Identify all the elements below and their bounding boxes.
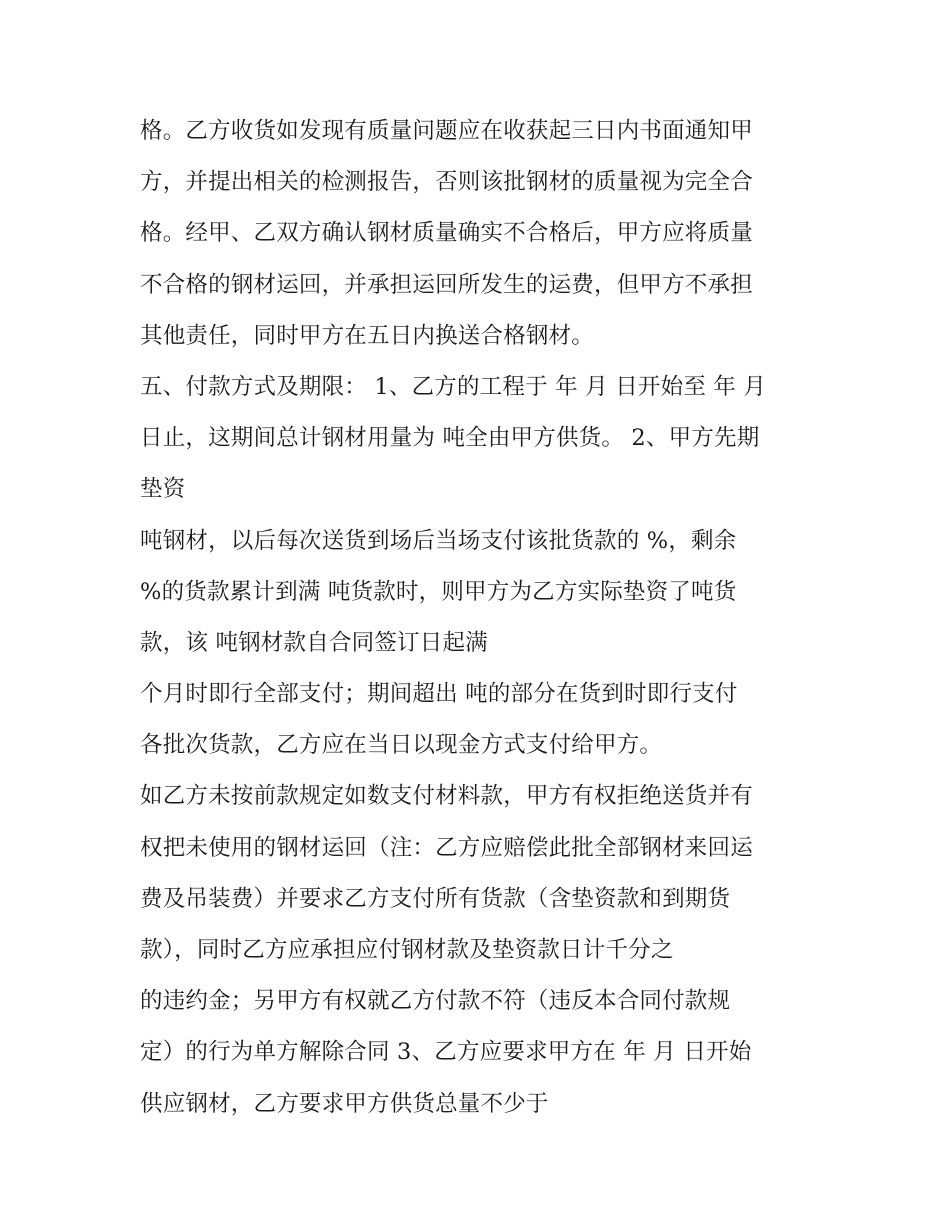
text-line: 各批次货款，乙方应在当日以现金方式支付给甲方。 bbox=[140, 732, 663, 759]
text-line: 供应钢材，乙方要求甲方供货总量不少于 bbox=[140, 1090, 549, 1117]
text-line: 格。经甲、乙双方确认钢材质量确实不合格后，甲方应将质量 bbox=[140, 220, 753, 247]
document-body bbox=[140, 106, 820, 1130]
text-line: 的违约金；另甲方有权就乙方付款不符（违反本合同付款规 bbox=[140, 988, 731, 1015]
text-line: 款，该 吨钢材款自合同签订日起满 bbox=[140, 629, 488, 656]
text-line: 吨钢材，以后每次送货到场后当场支付该批货款的 %，剩余 bbox=[140, 527, 737, 554]
text-line: 垫资 bbox=[140, 476, 186, 503]
text-line: 权把未使用的钢材运回（注：乙方应赔偿此批全部钢材来回运 bbox=[140, 834, 753, 861]
text-line: 其他责任，同时甲方在五日内换送合格钢材。 bbox=[140, 322, 595, 349]
text-line: 方，并提出相关的检测报告，否则该批钢材的质量视为完全合 bbox=[140, 169, 753, 196]
text-line: 五、付款方式及期限： 1、乙方的工程于 年 月 日开始至 年 月 bbox=[140, 373, 767, 400]
text-line: 不合格的钢材运回，并承担运回所发生的运费，但甲方不承担 bbox=[140, 271, 753, 298]
text-line: 定）的行为单方解除合同 3、乙方应要求甲方在 年 月 日开始 bbox=[140, 1039, 752, 1066]
text-line: 日止，这期间总计钢材用量为 吨全由甲方供货。 2、甲方先期 bbox=[140, 425, 760, 452]
text-line: 个月时即行全部支付；期间超出 吨的部分在货到时即行支付 bbox=[140, 681, 738, 708]
text-line: 如乙方未按前款规定如数支付材料款，甲方有权拒绝送货并有 bbox=[140, 783, 753, 810]
text-line: 格。乙方收货如发现有质量问题应在收获起三日内书面通知甲 bbox=[140, 118, 753, 144]
text-line: 费及吊装费）并要求乙方支付所有货款（含垫资款和到期货 bbox=[140, 885, 731, 912]
text-line: %的货款累计到满 吨货款时，则甲方为乙方实际垫资了吨货 bbox=[140, 578, 737, 605]
text-line: 款），同时乙方应承担应付钢材款及垫资款日计千分之 bbox=[140, 937, 674, 963]
